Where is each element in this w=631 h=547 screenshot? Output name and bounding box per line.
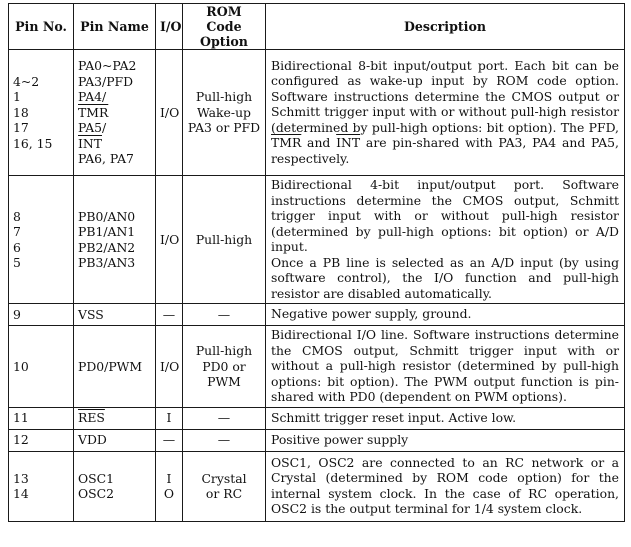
pin-name: PA5/ $\overline{INT}$ [78, 120, 151, 151]
cell-description: Positive power supply [266, 429, 625, 451]
pin-number: 17 [13, 120, 29, 136]
table-row-vdd [9, 429, 625, 451]
pin-name: PA3/PFD [78, 73, 134, 89]
pin-number: 4~2 [13, 73, 40, 89]
cell-description: Negative power supply, ground. [266, 304, 625, 326]
cell-pin-no: 10 [9, 326, 74, 408]
pin-number: 16, 15 [13, 135, 53, 151]
header-rom-code-option [183, 4, 266, 50]
cell-rom-option: Pull-high PD0 or PWM [183, 326, 266, 408]
header-rom-line2: Option [200, 34, 248, 49]
cell-description: Bidirectional 8-bit input/output port. Each bit can be configured as wake-up input by ROM code option. Software instructions determine the CMOS output or Schmitt trigger input with or without pull-high resistor (determined by pull-high options: bit option). The PFD, $\overline{TMR}$ and $\overline{INT}$ are pin-shared with PA3, PA4 and PA5, respectively. [266, 50, 625, 176]
header-pin-no: Pin No. [9, 4, 74, 50]
table-header-row [9, 4, 625, 50]
cell-rom-option: — [183, 407, 266, 429]
cell-pin-name: $\overline{RES}$ [74, 407, 156, 429]
cell-pin-no: 8 7 6 5 [9, 176, 74, 304]
pin-name-overlined: $\overline{INT}$ [78, 135, 103, 151]
pin-name-overlined: $\overline{TMR}$ [78, 104, 109, 120]
cell-rom-option: Crystal or RC [183, 451, 266, 521]
cell-description: Schmitt trigger reset input. Active low. [266, 407, 625, 429]
cell-pin-no: 12 [9, 429, 74, 451]
cell-io: I/O [156, 176, 183, 304]
cell-io: I [156, 407, 183, 429]
table-row-pb [9, 176, 625, 304]
cell-pin-name: PB0/AN0 PB1/AN1 PB2/AN2 PB3/AN3 [74, 176, 156, 304]
pin-name: PA0~PA2 [78, 58, 137, 74]
cell-rom-option: Pull-high [183, 176, 266, 304]
cell-io: — [156, 304, 183, 326]
cell-io: — [156, 429, 183, 451]
cell-io: I/O [156, 326, 183, 408]
cell-pin-no: 9 [9, 304, 74, 326]
cell-pin-name: OSC1 OSC2 [74, 451, 156, 521]
cell-pin-name: VDD [74, 429, 156, 451]
pin-name: PA6, PA7 [78, 151, 134, 167]
table-row-osc [9, 451, 625, 521]
cell-description: Bidirectional 4-bit input/output port. Software instructions determine the CMOS output, Schmitt trigger input with or without pull-high resistor (determined by pull-high options: bit option) or A/D input. Once a PB line is selected as an A/D input (by using software control), the I/O function and pull-high resistor are disabled automatically. [266, 176, 625, 304]
table-row-vss [9, 304, 625, 326]
cell-rom-option: — [183, 429, 266, 451]
cell-pin-no: 13 14 [9, 451, 74, 521]
pin-description-table [8, 3, 625, 522]
cell-rom-option: — [183, 304, 266, 326]
cell-pin-name [74, 50, 156, 176]
header-description: Description [266, 4, 625, 50]
table-row-pd0 [9, 326, 625, 408]
pin-name: PA4/ $\overline{TMR}$ [78, 89, 151, 120]
cell-pin-no [9, 50, 74, 176]
header-rom-line1: ROM Code [206, 4, 242, 34]
header-io: I/O [156, 4, 183, 50]
cell-pin-no: 11 [9, 407, 74, 429]
cell-io: I O [156, 451, 183, 521]
cell-rom-option: Pull-high Wake-up PA3 or PFD [183, 50, 266, 176]
table-row-res [9, 407, 625, 429]
header-pin-name: Pin Name [74, 4, 156, 50]
cell-description: OSC1, OSC2 are connected to an RC network or a Crystal (determined by ROM code option) for the internal system clock. In the case of RC operation, OSC2 is the output terminal for 1/4 system clock. [266, 451, 625, 521]
pin-number: 18 [13, 104, 29, 120]
cell-description: Bidirectional I/O line. Software instructions determine the CMOS output, Schmitt trigger input with or without a pull-high resistor (determined by pull-high options: bit option). The PWM output function is pin-shared with PD0 (dependent on PWM options). [266, 326, 625, 408]
cell-io: I/O [156, 50, 183, 176]
cell-pin-name: PD0/PWM [74, 326, 156, 408]
pin-number: 1 [13, 89, 21, 105]
table-row-pa [9, 50, 625, 176]
cell-pin-name: VSS [74, 304, 156, 326]
